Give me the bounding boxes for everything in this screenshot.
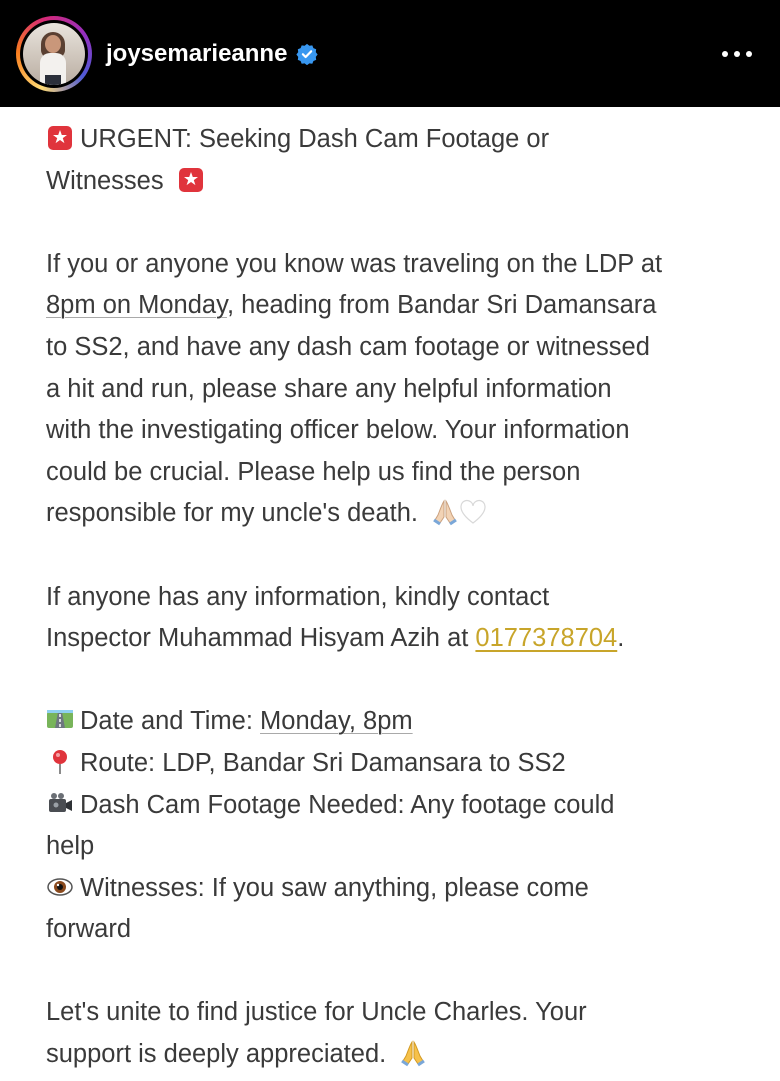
motorway-icon [46, 706, 74, 734]
video-camera-icon [46, 790, 74, 818]
praying-hands-icon [431, 498, 459, 526]
post-header [0, 0, 780, 107]
date-time-link[interactable]: Monday, 8pm [260, 707, 413, 736]
detail-date: Date and Time: Monday, 8pm [46, 701, 734, 743]
avatar[interactable] [16, 16, 92, 92]
date-link[interactable]: 8pm on Monday [46, 291, 227, 320]
eye-icon [46, 873, 74, 901]
more-options-icon[interactable] [722, 45, 752, 63]
detail-witnesses: Witnesses: If you saw anything, please come [46, 868, 734, 910]
caption-title: URGENT: Seeking Dash Cam Footage or [46, 119, 734, 161]
username[interactable]: joysemarieanne [106, 39, 288, 67]
white-heart-icon [459, 498, 487, 526]
round-pushpin-icon [46, 748, 74, 776]
verified-badge-icon [296, 43, 318, 65]
post-caption: URGENT: Seeking Dash Cam Footage or Witnesses If you or anyone you know was traveling on the LDP at 8pm on Monday, heading from Bandar Sri Damansara to SS2, and have any dash cam footage or witnessed a hit and run, please share any helpful information with the investigating officer below. Your information could be crucial. Please help us find the person responsible for my uncle's death. If anyone has any information, kindly contact Inspector Muhammad Hisyam Azih at 0177378704. Date and Time: Monday, 8pm Route: LDP, Bandar Sri Damansara to SS2 Dash Cam Footage Needed: Any footage could help Witnesses: If you saw anything, please come forward Let's unite to find justice for Uncle Charles. Your support is deeply appreciated. [0, 107, 780, 1076]
profile-photo [23, 23, 85, 85]
siren-icon [177, 166, 205, 194]
detail-dashcam: Dash Cam Footage Needed: Any footage could [46, 785, 734, 827]
siren-icon [46, 124, 74, 152]
phone-link[interactable]: 0177378704 [475, 624, 618, 653]
detail-route: Route: LDP, Bandar Sri Damansara to SS2 [46, 743, 734, 785]
praying-hands-icon [399, 1039, 427, 1067]
